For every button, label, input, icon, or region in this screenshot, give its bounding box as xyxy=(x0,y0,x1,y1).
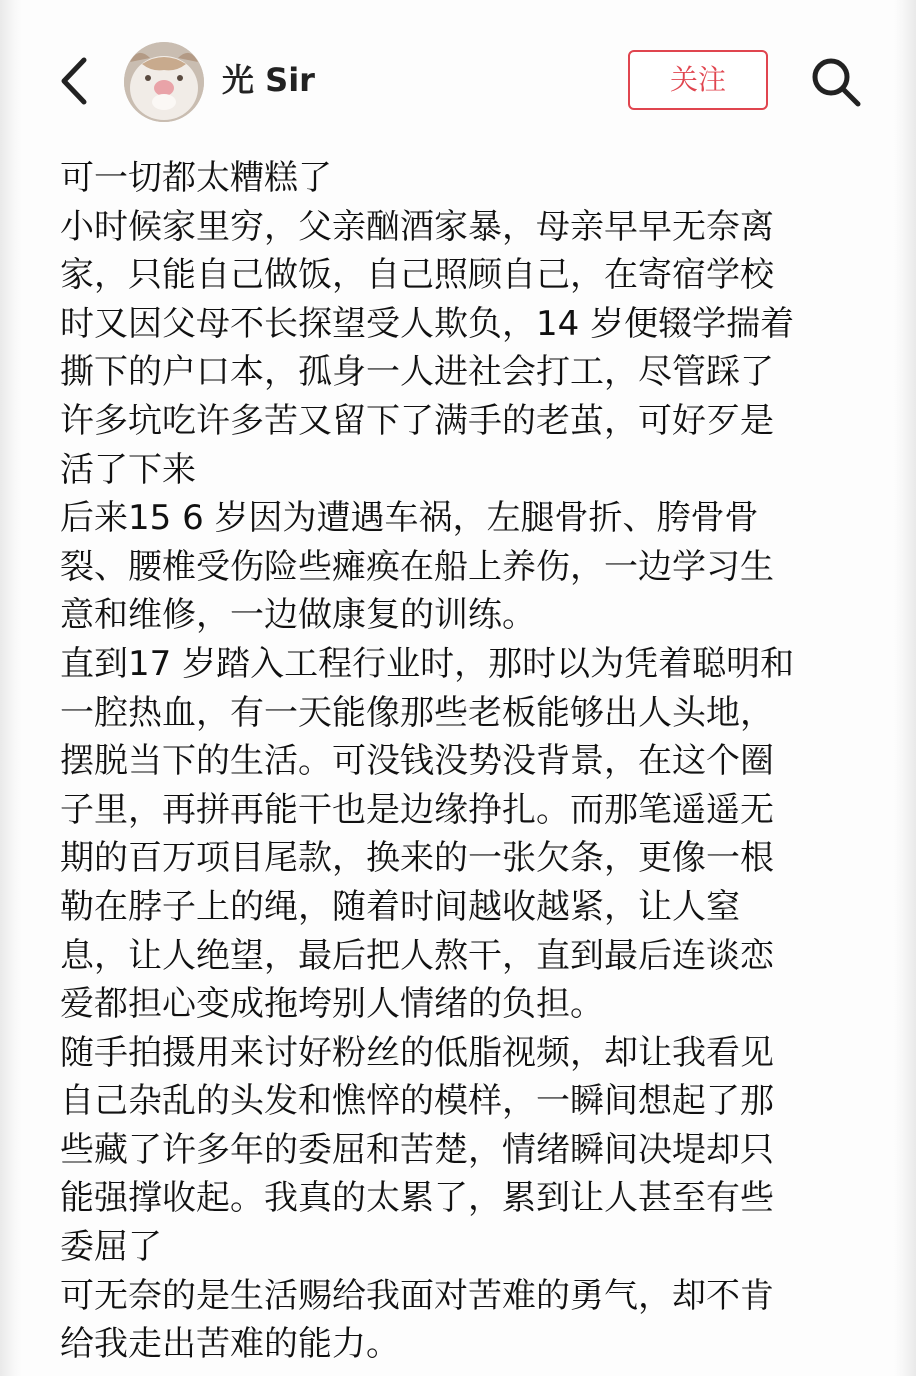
post-text-line: 息，让人绝望，最后把人熬干，直到最后连谈恋 xyxy=(60,935,774,976)
follow-button[interactable]: 关注 xyxy=(628,50,768,110)
post-text-line: 可无奈的是生活赐给我面对苦难的勇气，却不肯 xyxy=(60,1275,774,1316)
post-text-line: 许多坑吃许多苦又留下了满手的老茧，可好歹是 xyxy=(60,400,774,441)
right-shadow-edge xyxy=(894,0,916,1376)
post-text-line: 直到17 岁踏入工程行业时，那时以为凭着聪明和 xyxy=(60,643,795,684)
post-text-line: 期的百万项目尾款，换来的一张欠条，更像一根 xyxy=(60,838,774,879)
post-text-line: 活了下来 xyxy=(60,449,196,490)
post-text-line: 一腔热血，有一天能像那些老板能够出人头地， xyxy=(60,692,774,733)
post-text-line: 给我走出苦难的能力。 xyxy=(60,1324,400,1365)
avatar[interactable] xyxy=(124,42,204,122)
post-text-line: 可一切都太糟糕了 xyxy=(60,158,332,198)
post-text-line: 小时候家里穷，父亲酗酒家暴，母亲早早无奈离 xyxy=(60,206,774,247)
post-text-line: 委屈了 xyxy=(60,1227,162,1268)
post-text-line: 子里，再拼再能干也是边缘挣扎。而那笔遥遥无 xyxy=(60,789,774,830)
post-text-line: 时又因父母不长探望受人欺负，14 岁便辍学揣着 xyxy=(60,303,795,344)
search-button[interactable] xyxy=(808,54,864,110)
post-text-line: 自己杂乱的头发和憔悴的模样，一瞬间想起了那 xyxy=(60,1081,774,1122)
cat-face-avatar-icon xyxy=(124,42,204,122)
post-text-line: 随手拍摄用来讨好粉丝的低脂视频，却让我看见 xyxy=(60,1032,774,1073)
search-icon xyxy=(808,54,864,110)
post-text-line: 摆脱当下的生活。可没钱没势没背景，在这个圈 xyxy=(60,741,774,782)
post-text-line: 撕下的户口本，孤身一人进社会打工，尽管踩了 xyxy=(60,352,774,393)
post-text-line: 后来15 6 岁因为遭遇车祸，左腿骨折、胯骨骨 xyxy=(60,498,759,539)
post-body xyxy=(60,154,850,1369)
post-text-line: 家，只能自己做饭，自己照顾自己，在寄宿学校 xyxy=(60,255,774,296)
left-shadow-edge xyxy=(0,0,22,1376)
post-text-line: 些藏了许多年的委屈和苦楚，情绪瞬间决堤却只 xyxy=(60,1129,774,1170)
top-nav-bar xyxy=(0,0,916,150)
back-button[interactable] xyxy=(52,54,96,108)
post-text-line: 裂、腰椎受伤险些瘫痪在船上养伤，一边学习生 xyxy=(60,546,774,587)
post-text-line: 勒在脖子上的绳，随着时间越收越紧，让人窒 xyxy=(60,886,740,927)
post-text-line: 能强撑收起。我真的太累了，累到让人甚至有些 xyxy=(60,1178,774,1219)
chevron-left-icon xyxy=(52,54,96,108)
post-text-line: 爱都担心变成拖垮别人情绪的负担。 xyxy=(60,984,604,1025)
post-text-line: 意和维修，一边做康复的训练。 xyxy=(60,595,536,636)
username[interactable]: 光 Sir xyxy=(222,61,315,99)
